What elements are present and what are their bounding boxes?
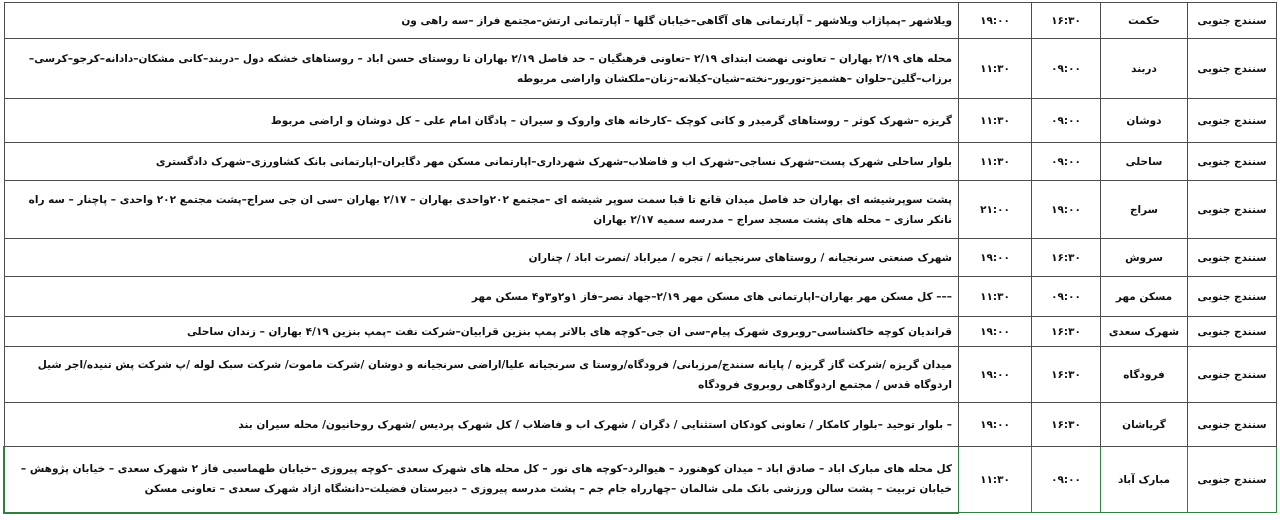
region-cell: سنندج جنوبی <box>1188 447 1277 513</box>
end-time-cell: ۱۹:۰۰ <box>959 403 1032 447</box>
areas-description-cell: بلوار ساحلی شهرک پست–شهرک نساجی–شهرک اب و فاضلاب–شهرک شهرداری–اپارتمانی مسکن مهر دگایران–اپارتمانی بانک کشاورزی–شهرک دادگستری <box>4 143 959 181</box>
region-cell: سنندج جنوبی <box>1188 239 1277 277</box>
start-time-cell: ۰۹:۰۰ <box>1032 143 1101 181</box>
start-time-cell: ۰۹:۰۰ <box>1032 39 1101 99</box>
area-cell: فرودگاه <box>1101 347 1188 403</box>
region-cell: سنندج جنوبی <box>1188 347 1277 403</box>
start-time-cell: ۰۹:۰۰ <box>1032 99 1101 143</box>
table-row <box>4 403 1277 447</box>
areas-description-cell: کل محله های مبارک اباد – صادق اباد – میدان کوهنورد – هیوالرد–کوچه های نور – کل محله های شهرک سعدی –کوچه پیروزی –خیابان طهماسبی فاز ۲ شهرک سعدی – خیابان پژوهش – خیابان تربیت – پشت سالن ورزشی بانک ملی شالمان –چهارراه جام جم – پشت مدرسه پیروزی – دبیرستان فضیلت–دانشگاه ازاد شهرک سعدی – تعاونی مسکن <box>4 447 959 513</box>
areas-description-cell: محله های ۲/۱۹ بهاران – تعاونی نهضت ابتدای ۲/۱۹ –تعاونی فرهنگیان – حد فاصل ۲/۱۹ بهاران تا روستای حسن اباد – روستاهای خشکه دول –دربند–کانی مشکان–دادانه–کرجو–کرسی–برزاب–گلین–حلوان –هشمیز–توریور–نخته–شیان–کیلانه–زنان–ملکشان واراضی مربوطه <box>4 39 959 99</box>
end-time-cell: ۱۹:۰۰ <box>959 317 1032 347</box>
area-cell: سراج <box>1101 181 1188 239</box>
end-time-cell: ۱۹:۰۰ <box>959 239 1032 277</box>
area-cell: دوشان <box>1101 99 1188 143</box>
table-row <box>4 239 1277 277</box>
areas-description-cell: گریزه –شهرک کوثر – روستاهای گرمیدر و کانی کوچک –کارخانه های واروک و سیران – پادگان امام علی – کل دوشان و اراضی مربوط <box>4 99 959 143</box>
end-time-cell: ۱۱:۳۰ <box>959 277 1032 317</box>
start-time-cell: ۱۶:۳۰ <box>1032 403 1101 447</box>
table-row <box>4 317 1277 347</box>
end-time-cell: ۲۱:۰۰ <box>959 181 1032 239</box>
table-row <box>4 277 1277 317</box>
region-cell: سنندج جنوبی <box>1188 403 1277 447</box>
region-cell: سنندج جنوبی <box>1188 99 1277 143</box>
region-cell: سنندج جنوبی <box>1188 317 1277 347</box>
end-time-cell: ۱۱:۳۰ <box>959 143 1032 181</box>
area-cell: دربند <box>1101 39 1188 99</box>
table-row <box>4 347 1277 403</box>
area-cell: سروش <box>1101 239 1188 277</box>
area-cell: مبارک آباد <box>1101 447 1188 513</box>
end-time-cell: ۱۹:۰۰ <box>959 3 1032 39</box>
areas-description-cell: شهرک صنعتی سرنجیانه / روستاهای سرنجیانه / تجره / میراباد /نصرت اباد / چناران <box>4 239 959 277</box>
table-row <box>4 143 1277 181</box>
end-time-cell: ۱۱:۳۰ <box>959 447 1032 513</box>
areas-description-cell: میدان گریزه /شرکت گاز گریزه / پایانه سنندج/مرزبانی/ فرودگاه/روستا ی سرنجیانه علیا/اراضی سرنجیانه و دوشان /شرکت ماموت/ شرکت سبک لوله /پ شرکت پش تنیده/اجر شیل اردوگاه قدس / مجتمع اردوگاهی روبروی فرودگاه <box>4 347 959 403</box>
table-row <box>4 447 1277 513</box>
region-cell: سنندج جنوبی <box>1188 181 1277 239</box>
end-time-cell: ۱۹:۰۰ <box>959 347 1032 403</box>
start-time-cell: ۰۹:۰۰ <box>1032 277 1101 317</box>
region-cell: سنندج جنوبی <box>1188 3 1277 39</box>
start-time-cell: ۱۶:۳۰ <box>1032 3 1101 39</box>
area-cell: گریاشان <box>1101 403 1188 447</box>
areas-description-cell: ویلاشهر –پمپاژاب ویلاشهر – آپارتمانی های آگاهی–خیابان گلها – آپارتمانی ارتش–مجتمع فراز –سه راهی ون <box>4 3 959 39</box>
areas-description-cell: ––– کل مسکن مهر بهاران–اپارتمانی های مسکن مهر ۲/۱۹–جهاد نصر–فاز ۱و۲و۳و۴ مسکن مهر <box>4 277 959 317</box>
area-cell: شهرک سعدی <box>1101 317 1188 347</box>
areas-description-cell: پشت سوپرشیشه ای بهاران حد فاصل میدان قانع تا قبا سمت سوپر شیشه ای –مجتمع ۲۰۲واحدی بهاران – ۲/۱۷ بهاران –سی ان جی سراج–پشت مجتمع ۲۰۲ واحدی – پاچنار – سه راه نانکر سازی – محله های پشت مسجد سراج – مدرسه سمیه ۲/۱۷ بهاران <box>4 181 959 239</box>
table-row <box>4 99 1277 143</box>
schedule-body <box>4 3 1277 513</box>
end-time-cell: ۱۱:۳۰ <box>959 39 1032 99</box>
region-cell: سنندج جنوبی <box>1188 39 1277 99</box>
area-cell: حکمت <box>1101 3 1188 39</box>
start-time-cell: ۰۹:۰۰ <box>1032 447 1101 513</box>
start-time-cell: ۱۶:۳۰ <box>1032 347 1101 403</box>
area-cell: مسکن مهر <box>1101 277 1188 317</box>
areas-description-cell: قراندیان کوچه خاکشناسی–روبروی شهرک پیام–سی ان جی–کوچه های بالاتر پمپ بنزین قرابیان–شرکت نفت –پمپ بنزین ۴/۱۹ بهاران – زندان ساحلی <box>4 317 959 347</box>
start-time-cell: ۱۶:۳۰ <box>1032 239 1101 277</box>
start-time-cell: ۱۶:۳۰ <box>1032 317 1101 347</box>
region-cell: سنندج جنوبی <box>1188 277 1277 317</box>
table-row <box>4 181 1277 239</box>
outage-schedule-table <box>3 2 1277 514</box>
areas-description-cell: – بلوار توحید –بلوار کامکار / تعاونی کودکان استثنایی / دگران / شهرک اب و فاضلاب / کل شهرک پردیس /شهرک روحانیون/ محله سیران بند <box>4 403 959 447</box>
area-cell: ساحلی <box>1101 143 1188 181</box>
end-time-cell: ۱۱:۳۰ <box>959 99 1032 143</box>
region-cell: سنندج جنوبی <box>1188 143 1277 181</box>
table-row <box>4 3 1277 39</box>
table-row <box>4 39 1277 99</box>
start-time-cell: ۱۹:۰۰ <box>1032 181 1101 239</box>
